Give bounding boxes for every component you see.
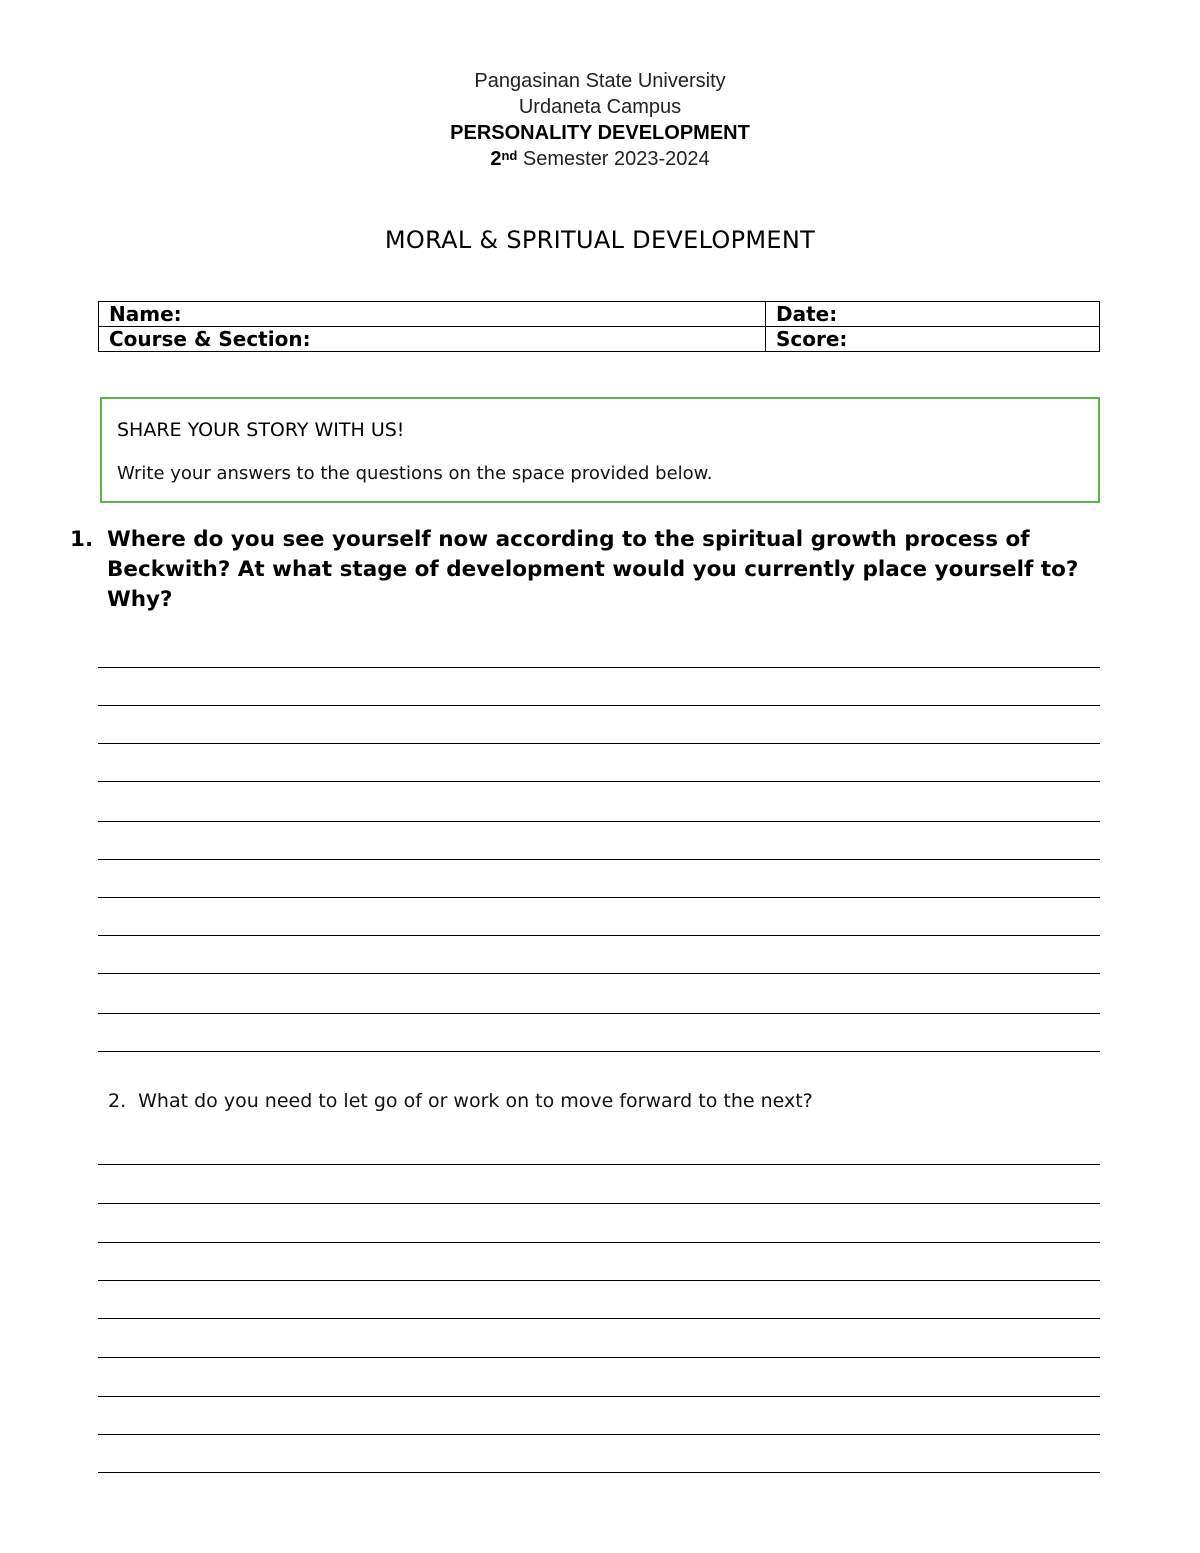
- date-cell[interactable]: [766, 302, 1100, 327]
- answer-line[interactable]: [98, 935, 1100, 936]
- date-label: Date:: [776, 302, 838, 326]
- campus-name: Urdaneta Campus: [518, 96, 682, 118]
- answer-line[interactable]: [98, 1280, 1100, 1281]
- semester-number: 2: [490, 148, 502, 170]
- question-1: [70, 525, 1145, 615]
- score-cell[interactable]: [766, 327, 1100, 352]
- answer-line[interactable]: [98, 821, 1100, 822]
- story-heading: SHARE YOUR STORY WITH US!: [117, 419, 405, 441]
- student-info-table: [98, 301, 1100, 352]
- answer-line[interactable]: [98, 781, 1100, 782]
- course-section-label: Course & Section:: [109, 327, 311, 351]
- answer-line[interactable]: [98, 1318, 1100, 1319]
- semester-ordinal: nd: [501, 148, 518, 163]
- answer-line[interactable]: [98, 1472, 1100, 1473]
- question-number: 1.: [70, 527, 94, 552]
- answer-line[interactable]: [98, 1434, 1100, 1435]
- document-header: [0, 68, 1200, 172]
- question-text: What do you need to let go of or work on to move forward to the next?: [138, 1090, 813, 1112]
- story-instruction: Write your answers to the questions on the space provided below.: [117, 463, 713, 484]
- answer-line[interactable]: [98, 1357, 1100, 1358]
- answer-line[interactable]: [98, 1242, 1100, 1243]
- name-label: Name:: [109, 302, 182, 326]
- score-label: Score:: [776, 327, 848, 351]
- semester-text: Semester 2023-2024: [517, 148, 710, 170]
- question-number: 2.: [108, 1090, 127, 1112]
- answer-line[interactable]: [98, 859, 1100, 860]
- info-row: [99, 302, 1100, 327]
- course-name: PERSONALITY DEVELOPMENT: [450, 122, 750, 144]
- university-name: Pangasinan State University: [474, 70, 726, 92]
- answer-line[interactable]: [98, 705, 1100, 706]
- answer-line[interactable]: [98, 1203, 1100, 1204]
- info-row: [99, 327, 1100, 352]
- answer-line[interactable]: [98, 1396, 1100, 1397]
- answer-line[interactable]: [98, 1164, 1100, 1165]
- share-story-box: [100, 397, 1100, 503]
- name-cell[interactable]: [99, 302, 766, 327]
- worksheet-title: MORAL & SPRITUAL DEVELOPMENT: [384, 226, 816, 254]
- course-section-cell[interactable]: [99, 327, 766, 352]
- semester-line: [0, 146, 1200, 172]
- answer-line[interactable]: [98, 667, 1100, 668]
- question-2: [108, 1090, 813, 1112]
- answer-line[interactable]: [98, 1051, 1100, 1052]
- answer-line[interactable]: [98, 897, 1100, 898]
- answer-line[interactable]: [98, 743, 1100, 744]
- question-text: Where do you see yourself now according to the spiritual growth process of Beckwith? At what stage of development would you currently place yourself to? Why?: [107, 527, 1079, 612]
- answer-line[interactable]: [98, 1013, 1100, 1014]
- answer-line[interactable]: [98, 973, 1100, 974]
